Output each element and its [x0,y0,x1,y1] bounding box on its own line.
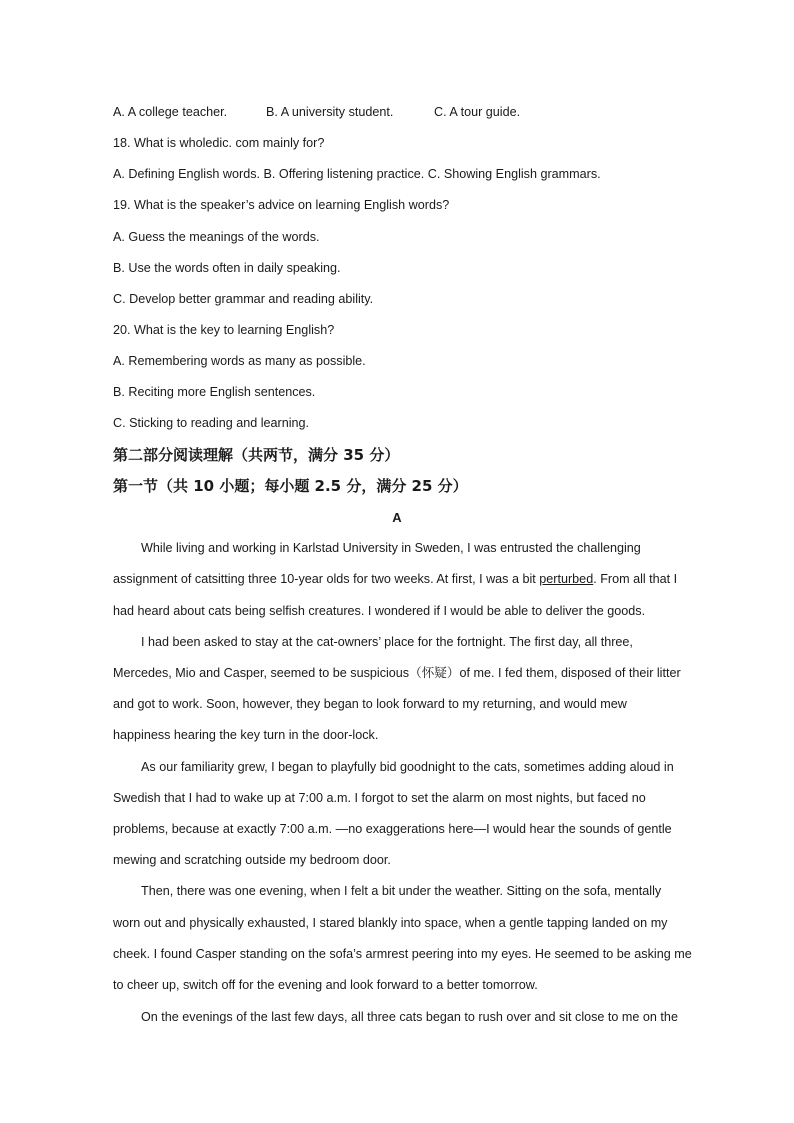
q20-option-c: C. Sticking to reading and learning. [113,416,310,430]
passage-p4-line4: to cheer up, switch off for the evening and look forward to a better tomorrow. [113,978,538,992]
passage-p2-line3: and got to work. Soon, however, they began to look forward to my returning, and would mew [113,697,627,711]
q17-option-b: B. A university student. [266,105,394,119]
q20-option-a: A. Remembering words as many as possible. [113,354,366,368]
q19-question: 19. What is the speaker’s advice on learning English words? [113,198,450,212]
passage-p5-line1: On the evenings of the last few days, all three cats began to rush over and sit close to me on the [141,1010,678,1024]
q19-option-b: B. Use the words often in daily speaking. [113,261,341,275]
passage-p3-line4: mewing and scratching outside my bedroom door. [113,853,391,867]
passage-title: A [392,510,402,525]
section1-heading: 第一节（共 10 小题；每小题 2.5 分，满分 25 分） [113,477,468,495]
passage-p3-line1: As our familiarity grew, I began to playfully bid goodnight to the cats, sometimes adding aloud in [141,760,674,774]
passage-text: assignment of catsitting three 10-year olds for two weeks. At first, I was a bit [113,572,540,586]
q18-options: A. Defining English words. B. Offering listening practice. C. Showing English grammars. [113,167,601,181]
q18-question: 18. What is wholedic. com mainly for? [113,136,325,150]
passage-p2-line1: I had been asked to stay at the cat-owners’ place for the fortnight. The first day, all three, [141,635,633,649]
q19-option-c: C. Develop better grammar and reading ability. [113,292,374,306]
q19-option-a: A. Guess the meanings of the words. [113,230,320,244]
q17-option-a: A. A college teacher. [113,105,228,119]
part2-heading: 第二部分阅读理解（共两节，满分 35 分） [113,446,400,464]
passage-p1-line2 [113,571,677,587]
passage-p2-line4: happiness hearing the key turn in the door-lock. [113,728,379,742]
passage-p4-line1: Then, there was one evening, when I felt a bit under the weather. Sitting on the sofa, mentally [141,884,662,898]
passage-p2-line2: Mercedes, Mio and Casper, seemed to be suspicious（怀疑）of me. I fed them, disposed of their litter [113,666,681,680]
passage-p3-line2: Swedish that I had to wake up at 7:00 a.m. I forgot to set the alarm on most nights, but faced no [113,791,646,805]
passage-p1-line1: While living and working in Karlstad University in Sweden, I was entrusted the challenging [141,541,641,555]
passage-p1-line3: had heard about cats being selfish creatures. I wondered if I would be able to deliver the goods. [113,604,646,618]
passage-text: . From all that I [593,572,678,586]
q20-question: 20. What is the key to learning English? [113,323,335,337]
passage-p3-line3: problems, because at exactly 7:00 a.m. —no exaggerations here—I would hear the sounds of gentle [113,822,672,836]
q20-option-b: B. Reciting more English sentences. [113,385,316,399]
underlined-word: perturbed [539,572,594,586]
passage-p4-line2: worn out and physically exhausted, I stared blankly into space, when a gentle tapping landed on my [113,916,668,930]
passage-p4-line3: cheek. I found Casper standing on the sofa’s armrest peering into my eyes. He seemed to be asking me [113,947,692,961]
q17-option-c: C. A tour guide. [434,105,521,119]
